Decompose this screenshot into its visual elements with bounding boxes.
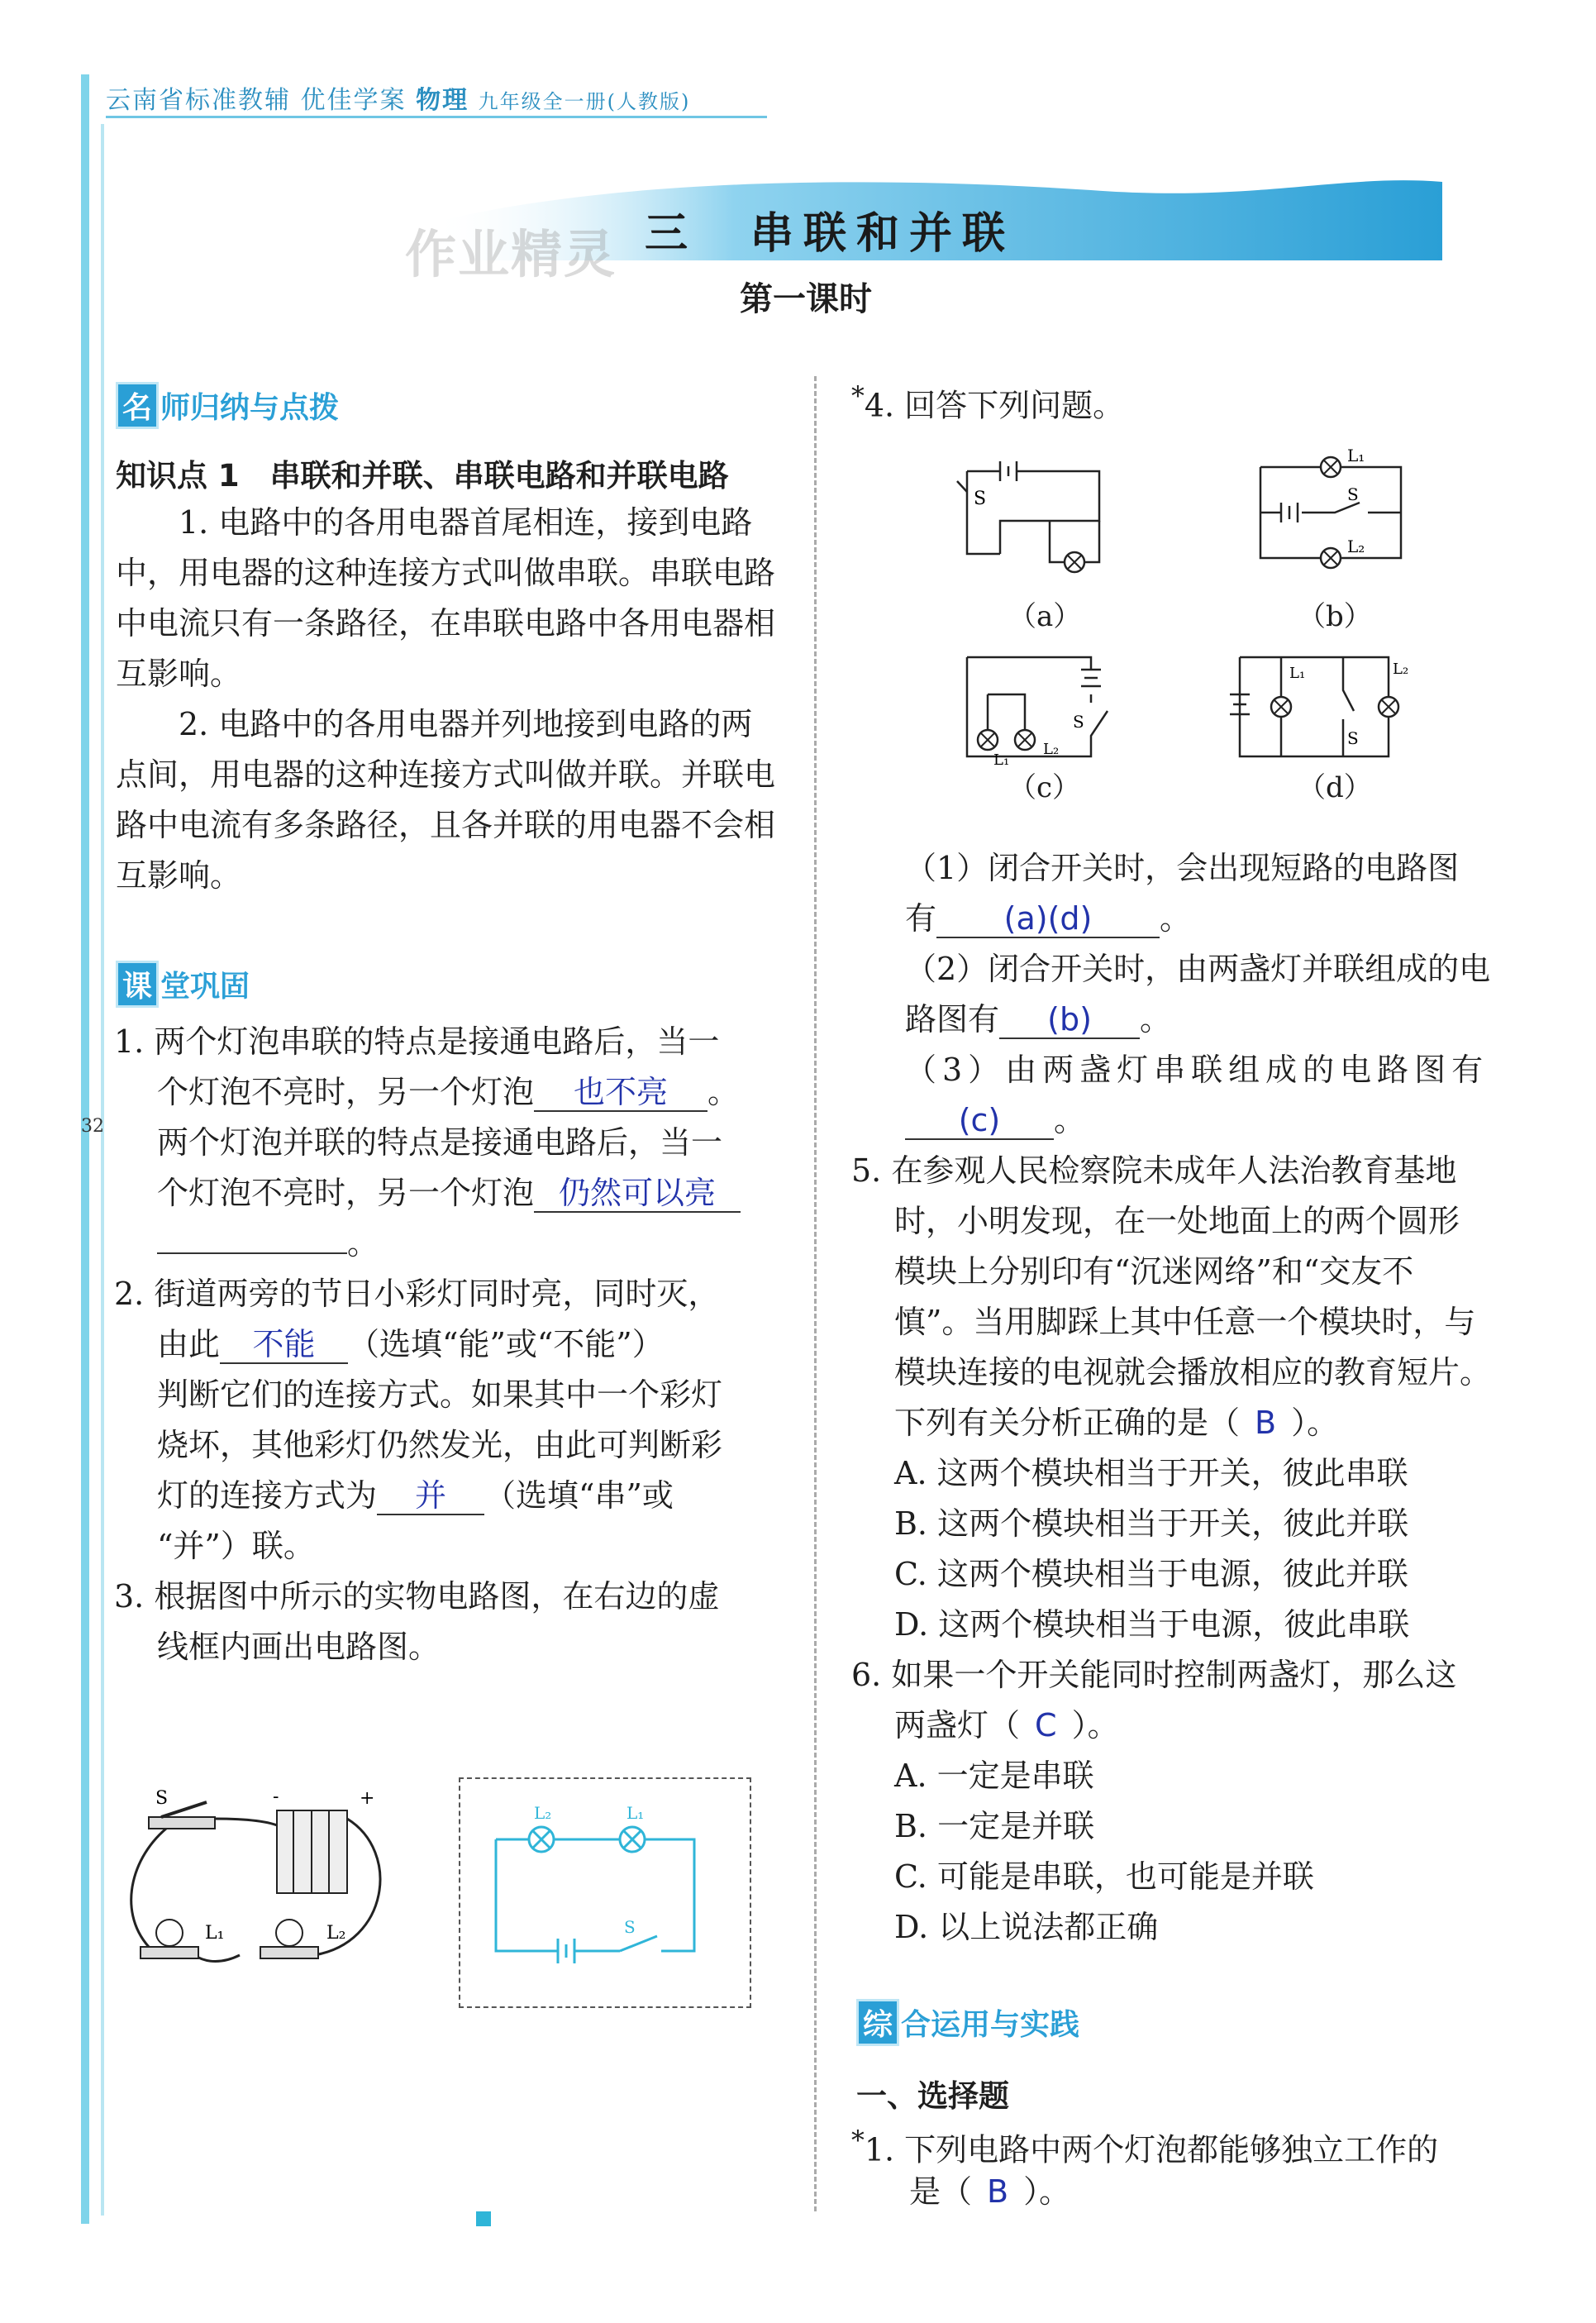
lamp-l2-icon — [1379, 697, 1398, 717]
section-heading-summary: 名 师归纳与点拨 — [116, 382, 339, 429]
l2-label: L₂ — [1393, 661, 1409, 678]
question-6-line-1: 6. 如果一个开关能同时控制两盏灯，那么这 — [851, 1657, 1457, 1693]
question-2-line-6: “并”）联。 — [157, 1528, 315, 1564]
question-5-option-d: D. 这两个模块相当于电源，彼此串联 — [894, 1606, 1410, 1643]
part-heading: 一、选择题 — [856, 2078, 1009, 2114]
circuit-diagram-b — [1244, 446, 1417, 587]
header-subject: 物理 — [416, 86, 469, 115]
question-4-prompt: *4. 回答下列问题。 — [851, 382, 1125, 424]
battery-icon — [277, 1810, 347, 1893]
answer-blank-continued — [157, 1252, 347, 1254]
question-5-option-a: A. 这两个模块相当于开关，彼此串联 — [894, 1455, 1408, 1491]
switch-label: S — [1347, 484, 1359, 504]
battery-minus-label: - — [273, 1786, 279, 1807]
question-1-line-1: 1. 两个灯泡串联的特点是接通电路后，当一 — [114, 1023, 720, 1060]
question-2-line-3: 判断它们的连接方式。如果其中一个彩灯 — [157, 1376, 723, 1413]
lamp-l2-icon — [1321, 548, 1341, 568]
page-title: 三 串联和并联 — [645, 209, 1016, 259]
question-5-line-3: 模块上分别印有“沉迷网络”和“交友不 — [894, 1253, 1414, 1290]
question-2-line-2: 由此 不能 （选填“能”或“不能”） — [157, 1326, 664, 1362]
question-4-3-line-2: (c) 。 — [905, 1095, 1085, 1146]
answer-choice[interactable]: B — [987, 2173, 1009, 2210]
column-divider — [814, 376, 817, 2211]
question-3-line-2: 线框内画出电路图。 — [157, 1629, 441, 1665]
question-6-line-2: 两盏灯（ C ）。 — [894, 1707, 1119, 1743]
caption-d: （d） — [1298, 771, 1372, 804]
header-book: 优佳学案 — [300, 86, 407, 115]
question-6-option-d: D. 以上说法都正确 — [894, 1909, 1159, 1945]
answer-blank[interactable]: (c) — [905, 1102, 1054, 1140]
drawn-lamp-l2-icon — [529, 1827, 554, 1852]
question-4-1-line-2: 有 (a)(d) 。 — [905, 900, 1192, 937]
lamp-l1-icon — [1271, 697, 1291, 717]
knowledge-point-paragraph-1: 1. 电路中的各用电器首尾相连，接到电路中，用电器的这种连接方式叫做串联。串联电路中电流只有一条路径，在串联电路中各用电器相互影响。 — [116, 504, 776, 692]
bulb-l1-icon — [141, 1920, 198, 1958]
answer-blank[interactable]: 不能 — [220, 1326, 348, 1364]
header-grade: 九年级全一册(人教版) — [478, 90, 691, 113]
running-header — [106, 79, 690, 116]
question-5-option-c: C. 这两个模块相当于电源，彼此并联 — [894, 1556, 1408, 1592]
question-5-line-4: 慎”。当用脚踩上其中任意一个模块时，与 — [894, 1304, 1476, 1340]
l1-label: L₁ — [1289, 665, 1306, 682]
question-5-line-1: 5. 在参观人民检察院未成年人法治教育基地 — [851, 1152, 1457, 1189]
switch-label: S — [155, 1788, 169, 1809]
drawn-l1-label: L₁ — [626, 1803, 645, 1823]
question-6-option-a: A. 一定是串联 — [894, 1758, 1094, 1794]
switch-label: S — [974, 489, 987, 509]
question-3-line-1: 3. 根据图中所示的实物电路图，在右边的虚 — [114, 1578, 720, 1615]
caption-c: （c） — [1008, 771, 1081, 804]
watermark: 作业精灵 — [405, 224, 617, 284]
bottom-marker — [476, 2211, 491, 2226]
physical-circuit-illustration — [116, 1786, 405, 1984]
page-number: 32 — [81, 1116, 104, 1137]
caption-b: （b） — [1298, 600, 1372, 633]
question-4-2-line-1: （2）闭合开关时，由两盏灯并联组成的电 — [905, 951, 1491, 987]
question-1-line-3: 两个灯泡并联的特点是接通电路后，当一 — [157, 1124, 723, 1161]
switch-label: S — [1347, 728, 1359, 748]
lamp-l1-icon — [978, 730, 998, 750]
drawn-lamp-l1-icon — [620, 1827, 645, 1852]
switch-base — [149, 1817, 215, 1829]
lamp-icon — [1065, 552, 1084, 572]
section-mark: 综 — [856, 1999, 899, 2046]
question-2-line-4: 烧坏，其他彩灯仍然发光，由此可判断彩 — [157, 1427, 723, 1463]
lesson-subtitle: 第一课时 — [740, 280, 872, 318]
question-5-option-b: B. 这两个模块相当于开关，彼此并联 — [894, 1505, 1409, 1542]
l1-label: L₁ — [1347, 446, 1365, 465]
bulb-l2-label: L₂ — [326, 1923, 346, 1944]
circuit-diagram-a — [950, 446, 1116, 587]
answer-choice[interactable]: B — [1255, 1405, 1277, 1441]
circuit-diagram-d — [1223, 645, 1413, 769]
question-2-line-1: 2. 街道两旁的节日小彩灯同时亮，同时灭， — [114, 1276, 720, 1312]
question-1-line-5: 。 — [157, 1219, 379, 1269]
answer-blank[interactable]: (b) — [999, 1001, 1140, 1039]
l2-label: L₂ — [1043, 741, 1060, 758]
knowledge-point-title: 知识点 1 串联和并联、串联电路和并联电路 — [116, 458, 729, 494]
drawn-l2-label: L₂ — [534, 1803, 552, 1823]
l1-label: L₁ — [993, 751, 1010, 769]
l2-label: L₂ — [1347, 537, 1365, 556]
question-6-option-c: C. 可能是串联，也可能是并联 — [894, 1858, 1314, 1895]
question-5-line-2: 时，小明发现，在一处地面上的两个圆形 — [894, 1203, 1460, 1239]
question-6-option-b: B. 一定是并联 — [894, 1808, 1095, 1844]
bulb-l1-label: L₁ — [205, 1923, 225, 1944]
switch-lever — [161, 1802, 207, 1817]
answer-blank[interactable]: 也不亮 — [534, 1074, 707, 1112]
battery-plus-label: + — [360, 1788, 375, 1809]
practice-question-1-line-2: 是（ B ）。 — [909, 2173, 1071, 2210]
left-margin-line — [101, 124, 104, 2216]
lamp-l1-icon — [1321, 457, 1341, 477]
bulb-l2-icon — [260, 1920, 318, 1958]
answer-choice[interactable]: C — [1035, 1707, 1057, 1743]
knowledge-point-paragraph-2: 2. 电路中的各用电器并列地接到电路的两点间，用电器的这种连接方式叫做并联。并联电路中电流有多条路径，且各并联的用电器不会相互影响。 — [116, 706, 776, 894]
header-rule — [106, 116, 767, 118]
practice-question-1-line-1: *1. 下列电路中两个灯泡都能够独立工作的 — [851, 2126, 1439, 2168]
answer-blank[interactable]: (a)(d) — [936, 900, 1160, 938]
question-5-line-5: 模块连接的电视就会播放相应的教育短片。 — [894, 1354, 1492, 1390]
section-mark: 名 — [116, 382, 159, 429]
drawn-circuit-diagram — [479, 1794, 727, 1984]
switch-label: S — [1073, 712, 1084, 732]
caption-a: （a） — [1008, 600, 1082, 633]
question-4-3-line-1: （3）由两盏灯串联组成的电路图有 — [905, 1052, 1489, 1088]
question-1-line-4: 个灯泡不亮时，另一个灯泡 仍然可以亮 — [157, 1168, 741, 1219]
drawn-switch-label: S — [624, 1917, 636, 1937]
question-1-line-2: 个灯泡不亮时，另一个灯泡 也不亮 。 — [157, 1074, 740, 1110]
answer-blank[interactable]: 仍然可以亮 — [534, 1175, 741, 1213]
section-heading-application: 综 合运用与实践 — [856, 1999, 1079, 2046]
question-4-2-line-2: 路图有 (b) 。 — [905, 1001, 1172, 1037]
answer-blank[interactable]: 并 — [377, 1477, 484, 1515]
question-2-line-5: 灯的连接方式为 并 （选填“串”或 — [157, 1477, 674, 1514]
header-series: 云南省标准教辅 — [106, 86, 291, 115]
section-heading-practice: 课 堂巩固 — [116, 961, 250, 1008]
question-4-1-line-1: （1）闭合开关时，会出现短路的电路图 — [905, 850, 1460, 886]
question-5-line-6: 下列有关分析正确的是（ B ）。 — [894, 1405, 1339, 1441]
circuit-diagram-c — [950, 645, 1124, 769]
section-mark: 课 — [116, 961, 159, 1008]
left-margin-bar — [81, 74, 89, 2224]
lamp-l2-icon — [1015, 730, 1035, 750]
